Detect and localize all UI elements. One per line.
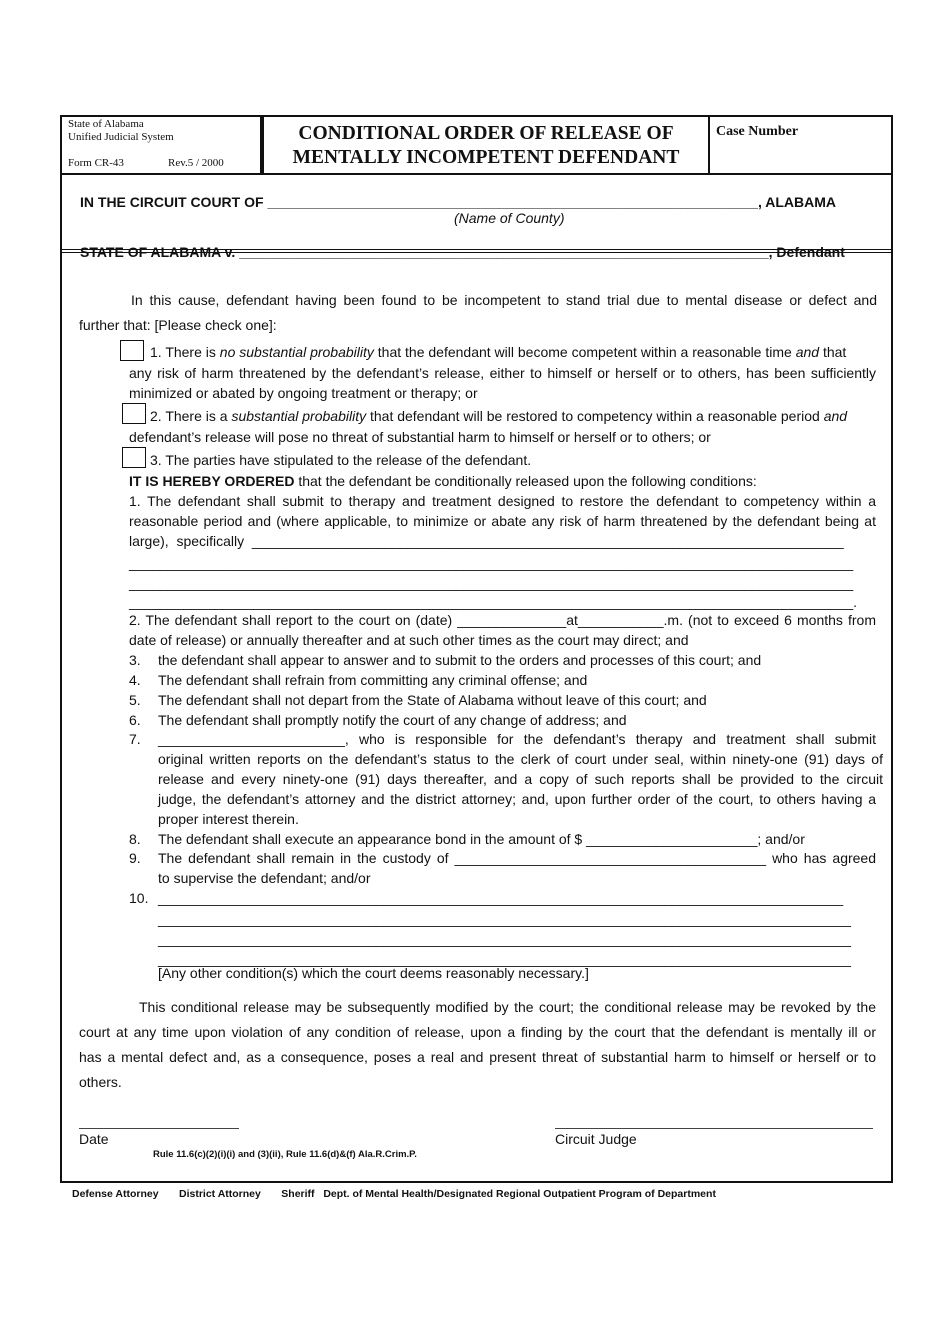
- circuit-court-line: [80, 194, 836, 210]
- condition-9-number: 9.: [129, 850, 141, 866]
- form-number: Form CR-43: [68, 157, 124, 169]
- option-2-text-a: 2. There is a: [150, 408, 232, 424]
- hereby-ordered-label: IT IS HEREBY ORDERED: [129, 473, 295, 489]
- closing-line-1: This conditional release may be subsequently modified by the court; the conditional release may be revoked by the: [139, 999, 876, 1015]
- system-label: Unified Judicial System: [68, 131, 174, 143]
- condition-10-number: 10.: [129, 890, 149, 906]
- condition-4-number: 4.: [129, 672, 141, 688]
- condition-10-blank-4[interactable]: _________________________________________________________________________________________: [158, 951, 851, 967]
- option-2-text-b: that defendant will be restored to competency within a reasonable period: [366, 408, 824, 424]
- title-line-2: MENTALLY INCOMPETENT DEFENDANT: [292, 147, 680, 168]
- option-1-text-a: 1. There is: [150, 344, 220, 360]
- defendant-label: , Defendant: [768, 244, 845, 260]
- revision: Rev.5 / 2000: [168, 157, 224, 169]
- condition-1-specifically[interactable]: large), specifically ____________________________________________________________________________: [129, 533, 844, 549]
- condition-1-line-2: reasonable period and (where applicable, to minimize or abate any risk of harm threatened by the defendant being at: [129, 513, 876, 529]
- condition-10-blank-2[interactable]: _________________________________________________________________________________________: [158, 911, 851, 927]
- condition-7-line-2: original written reports on the defendant’s status to the clerk of court under seal, within ninety-one (91) days of: [158, 751, 883, 767]
- condition-7-line-1[interactable]: ________________________, who is responsible for the defendant’s therapy and treatment shall submit: [158, 731, 876, 747]
- date-signature-line[interactable]: [79, 1128, 239, 1129]
- state-v-label: STATE OF ALABAMA v.: [80, 244, 240, 260]
- alabama-label: , ALABAMA: [757, 194, 836, 210]
- condition-3-number: 3.: [129, 652, 141, 668]
- circuit-judge-label: Circuit Judge: [555, 1131, 637, 1147]
- circuit-court-label: IN THE CIRCUIT COURT OF: [80, 194, 268, 210]
- closing-line-2: court at any time upon violation of any condition of release, upon a finding by the court that the defendant is mentally ill or: [79, 1024, 876, 1040]
- closing-line-3: has a mental defect and, as a consequence, poses a real and present threat of substantial harm to himself or herself or to: [79, 1049, 876, 1065]
- option-2-checkbox[interactable]: [122, 403, 146, 424]
- condition-1-blank-2[interactable]: _____________________________________________________________________________________________: [129, 575, 854, 591]
- title-line-1: CONDITIONAL ORDER OF RELEASE OF: [298, 123, 674, 144]
- date-label: Date: [79, 1131, 109, 1147]
- condition-4-text: The defendant shall refrain from committing any criminal offense; and: [158, 672, 588, 688]
- hereby-ordered-text: that the defendant be conditionally released upon the following conditions:: [294, 473, 757, 489]
- condition-7-line-4: judge, the defendant’s attorney and the district attorney; and, upon further order of the court, to others having a: [158, 791, 876, 807]
- form-header: [62, 117, 891, 175]
- distribution-district-attorney: District Attorney: [178, 1188, 261, 1200]
- condition-7-number: 7.: [129, 731, 141, 747]
- condition-10-blank-1[interactable]: ________________________________________________________________________________________: [158, 890, 844, 906]
- intro-line-1: In this cause, defendant having been found to be incompetent to stand trial due to mental disease or defect and: [131, 292, 877, 308]
- option-1-text-b: that the defendant will become competent within a reasonable time: [373, 344, 796, 360]
- option-1-line-1: [150, 344, 846, 360]
- option-3-line-1: 3. The parties have stipulated to the release of the defendant.: [150, 452, 532, 468]
- option-2-line-2: defendant’s release will pose no threat of substantial harm to himself or herself or to others; or: [129, 429, 711, 445]
- option-1-checkbox[interactable]: [120, 340, 144, 361]
- option-1-text-c: that: [819, 344, 847, 360]
- condition-1-blank-3[interactable]: _____________________________________________________________________________________________.: [129, 594, 857, 610]
- closing-line-4: others.: [79, 1074, 122, 1090]
- court-caption: [62, 177, 891, 260]
- county-field[interactable]: _______________________________________________________________: [267, 194, 758, 210]
- hereby-ordered-line: [129, 473, 757, 489]
- county-caption: (Name of County): [454, 210, 565, 226]
- intro-line-2: further that: [Please check one]:: [79, 317, 277, 333]
- state-v-line: [80, 244, 845, 260]
- case-number-label: Case Number: [716, 124, 799, 139]
- condition-7-line-5: proper interest therein.: [158, 811, 299, 827]
- rule-citation: Rule 11.6(c)(2)(i)(i) and (3)(ii), Rule 11.6(d)&(f) Ala.R.Crim.P.: [153, 1149, 417, 1160]
- condition-6-number: 6.: [129, 712, 141, 728]
- option-2-emphasis: substantial probability: [231, 408, 367, 424]
- option-1-line-3: minimized or abated by ongoing treatment or therapy; or: [129, 385, 478, 401]
- condition-9-line-2: to supervise the defendant; and/or: [158, 870, 371, 886]
- form-title: [260, 117, 710, 173]
- condition-6-text: The defendant shall promptly notify the court of any change of address; and: [158, 712, 627, 728]
- option-1-line-2: any risk of harm threatened by the defendant’s release, either to himself or herself or to others, has been sufficiently: [129, 365, 876, 381]
- distribution-sheriff: Sheriff: [281, 1188, 315, 1200]
- condition-1-line-1: 1. The defendant shall submit to therapy and treatment designed to restore the defendant to competency within a: [129, 493, 876, 509]
- condition-10-caption: [Any other condition(s) which the court deems reasonably necessary.]: [158, 965, 589, 981]
- condition-10-blank-3[interactable]: _________________________________________________________________________________________: [158, 931, 851, 947]
- option-3-checkbox[interactable]: [122, 447, 146, 468]
- condition-2-line-1[interactable]: 2. The defendant shall report to the court on (date) ______________at___________.m. (not to exceed 6 months from: [129, 612, 876, 628]
- state-label: State of Alabama: [68, 118, 144, 130]
- case-number-box[interactable]: [716, 117, 891, 173]
- distribution-mental-health: Dept. of Mental Health/Designated Regional Outpatient Program of Department: [323, 1188, 716, 1200]
- option-1-and: and: [795, 344, 820, 360]
- option-2-line-1: [150, 408, 847, 424]
- distribution-defense-attorney: Defense Attorney: [72, 1188, 159, 1200]
- form-identification: [62, 117, 262, 173]
- form-number-row: [68, 157, 262, 170]
- condition-8-text[interactable]: The defendant shall execute an appearance bond in the amount of $ ______________________; and/or: [158, 831, 805, 847]
- form-frame: [60, 115, 893, 1183]
- condition-5-number: 5.: [129, 692, 141, 708]
- distribution-list: [72, 1188, 872, 1200]
- option-2-and: and: [823, 408, 848, 424]
- defendant-field[interactable]: ____________________________________________________________________: [239, 244, 769, 260]
- condition-1-blank-1[interactable]: _____________________________________________________________________________________________: [129, 555, 854, 571]
- condition-2-line-2: date of release) or annually thereafter and at such other times as the court may direct; and: [129, 632, 689, 648]
- judge-signature-line[interactable]: [555, 1128, 873, 1129]
- condition-7-line-3: release and every ninety-one (91) days thereafter, and a copy of such reports shall be provided to the circuit: [158, 771, 883, 787]
- condition-3-text: the defendant shall appear to answer and to submit to the orders and processes of this court; and: [158, 652, 762, 668]
- condition-9-line-1[interactable]: The defendant shall remain in the custody of ________________________________________ who has agreed: [158, 850, 876, 866]
- option-1-emphasis: no substantial probability: [219, 344, 374, 360]
- condition-5-text: The defendant shall not depart from the State of Alabama without leave of this court; and: [158, 692, 707, 708]
- condition-8-number: 8.: [129, 831, 141, 847]
